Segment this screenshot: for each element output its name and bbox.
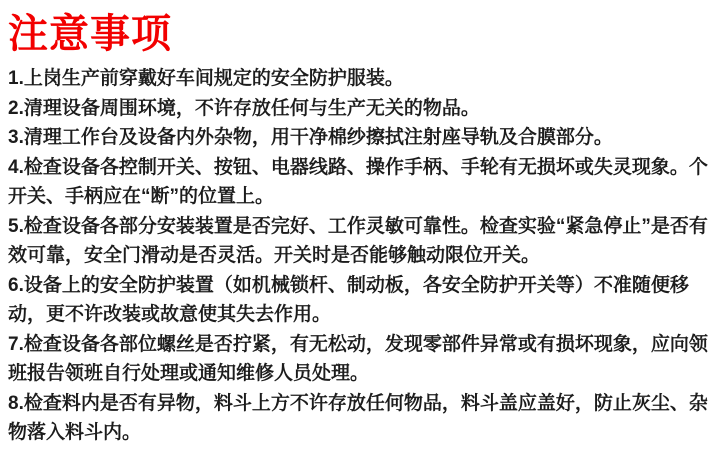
notice-item-6: 6.设备上的安全防护装置（如机械锁杆、制动板，各安全防护开关等）不准随便移动，更不许改装或故意使其失去作用。	[8, 274, 689, 325]
notice-item-4: 4.检查设备各控制开关、按钮、电器线路、操作手柄、手轮有无损坏或失灵现象。个开关、手柄应在“断”的位置上。	[8, 156, 708, 207]
page-title: 注意事项	[8, 12, 172, 56]
notice-list	[8, 64, 714, 448]
notice-item-1: 1.上岗生产前穿戴好车间规定的安全防护服装。	[8, 68, 404, 89]
notice-item-5: 5.检查设备各部分安装装置是否完好、工作灵敏可靠性。检查实验“紧急停止”是否有效可靠，安全门滑动是否灵活。开关时是否能够触动限位开关。	[8, 215, 708, 266]
notice-item-2: 2.清理设备周围环境，不许存放任何与生产无关的物品。	[8, 97, 480, 119]
notice-item-8: 8.检查料内是否有异物，料斗上方不许存放任何物品，料斗盖应盖好，防止灰尘、杂物落入料斗内。	[8, 392, 708, 443]
notice-item-7: 7.检查设备各部位螺丝是否拧紧，有无松动，发现零部件异常或有损坏现象，应向领班报告领班自行处理或通知维修人员处理。	[8, 333, 708, 384]
notice-item-3: 3.清理工作台及设备内外杂物，用干净棉纱擦拭注射座导轨及合膜部分。	[8, 127, 613, 148]
